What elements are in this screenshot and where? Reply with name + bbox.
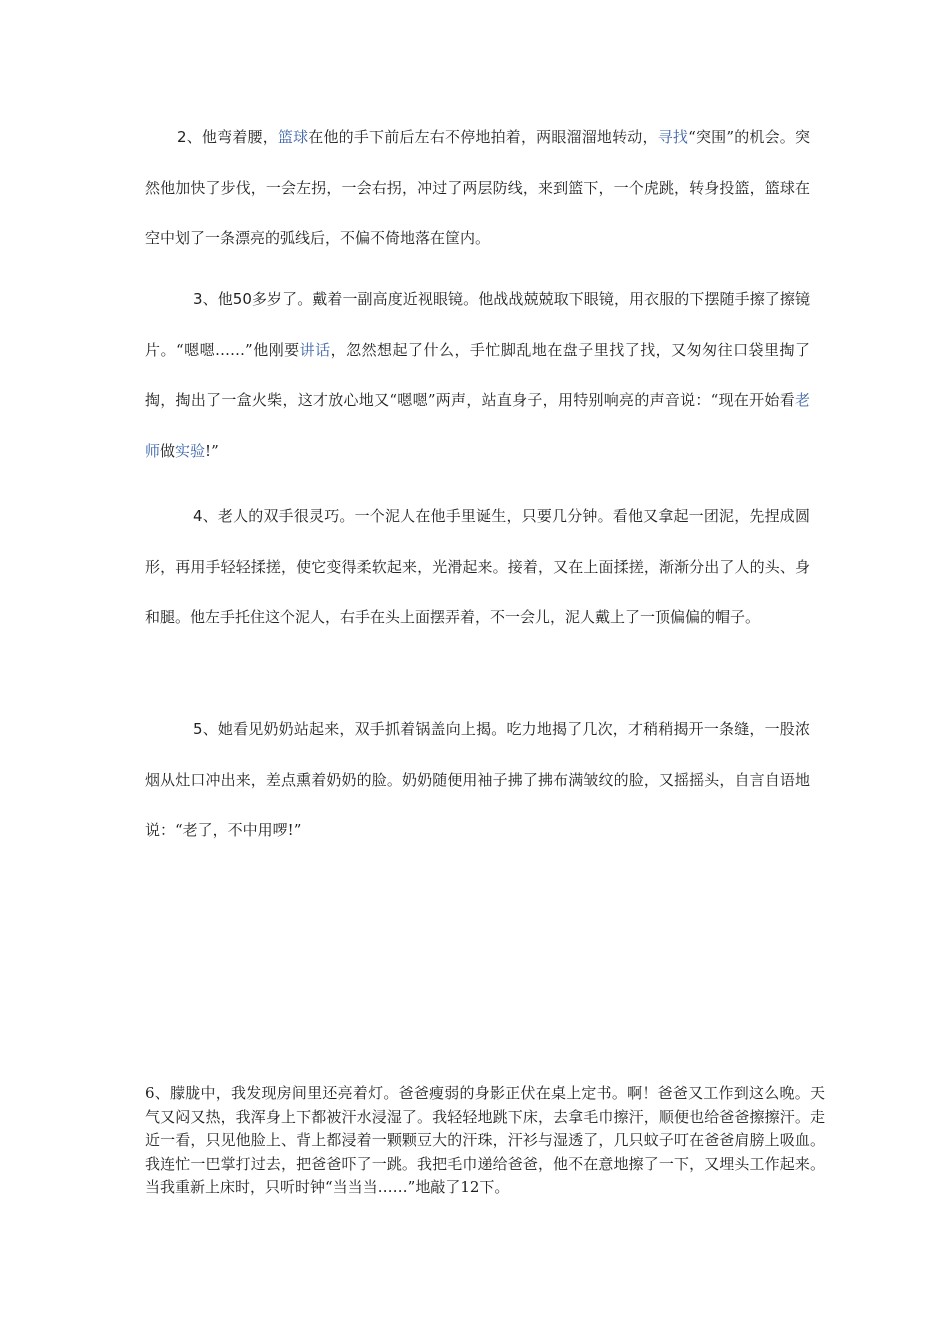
paragraph-5 bbox=[145, 704, 810, 856]
paragraph-2 bbox=[145, 112, 810, 264]
paragraph-number: 3 bbox=[193, 290, 203, 308]
paragraph-text: 做 bbox=[160, 441, 176, 460]
age-number: 50 bbox=[232, 290, 252, 308]
paragraph-number: 2 bbox=[177, 128, 187, 146]
paragraph-3 bbox=[145, 274, 810, 476]
paragraph-text: 、他 bbox=[202, 290, 233, 308]
link-experiment[interactable]: 实验 bbox=[175, 441, 206, 460]
paragraph-number: 5 bbox=[193, 720, 203, 738]
paragraph-text: ，忽然想起了什么，手忙脚乱地在盘子里找了找，又匆匆往口袋里掏了掏，掏出了一盒火柴，这才放心地又“嗯嗯”两声，站直身子，用特别响亮的声音说：“现在开始看 bbox=[145, 340, 810, 409]
link-teacher[interactable]: 老师 bbox=[145, 391, 810, 460]
paragraph-text: 、老人的双手很灵巧。一个泥人在他手里诞生，只要几分钟。看他又拿起一团泥，先捏成圆形，再用手轻轻揉搓，使它变得柔软起来，光滑起来。接着，又在上面揉搓，渐渐分出了人的头、身和腿。他左手托住这个泥人，右手在头上面摆弄着，不一会儿，泥人戴上了一顶偏偏的帽子。 bbox=[145, 507, 810, 626]
paragraph-text: 、他弯着腰， bbox=[186, 128, 278, 146]
paragraph-4 bbox=[145, 491, 810, 643]
paragraph-6: 6、朦胧中，我发现房间里还亮着灯。爸爸瘦弱的身影正伏在桌上定书。啊！爸爸又工作到这么晚。天气又闷又热，我浑身上下都被汗水浸湿了。我轻轻地跳下床，去拿毛巾擦汗，顺便也给爸爸擦擦汗。走近一看，只见他脸上、背上都浸着一颗颗豆大的汗珠，汗衫与湿透了，几只蚊子叮在爸爸肩膀上吸血。我连忙一巴掌打过去，把爸爸吓了一跳。我把毛巾递给爸爸，他不在意地擦了一下，又埋头工作起来。当我重新上床时，只听时钟“当当当……”地敲了12下。 bbox=[145, 1084, 825, 1196]
paragraph-text: “突围”的机会。突然他加快了步伐，一会左拐，一会右拐，冲过了两层防线，来到篮下，一个虎跳，转身投篮，篮球在空中划了一条漂亮的弧线后，不偏不倚地落在筐内。 bbox=[145, 128, 810, 247]
link-speak[interactable]: 讲话 bbox=[299, 340, 331, 359]
paragraph-text: 多岁了。戴着一副高度近视眼镜。他战战兢兢取下眼镜，用衣服的下摆随手擦了擦镜片。“嗯嗯……”他刚要 bbox=[145, 290, 810, 359]
paragraph-text: 、她看见奶奶站起来，双手抓着锅盖向上揭。吃力地揭了几次，才稍稍揭开一条缝，一股浓烟从灶口冲出来，差点熏着奶奶的脸。奶奶随便用袖子拂了拂布满皱纹的脸，又摇摇头，自言自语地说：“老了，不中用啰!” bbox=[145, 720, 810, 839]
paragraph-number: 4 bbox=[193, 507, 203, 525]
link-search[interactable]: 寻找 bbox=[657, 128, 689, 146]
link-basketball[interactable]: 篮球 bbox=[277, 128, 309, 146]
paragraph-text: 在他的手下前后左右不停地拍着，两眼溜溜地转动， bbox=[308, 128, 658, 146]
paragraph-text: !” bbox=[205, 441, 219, 460]
